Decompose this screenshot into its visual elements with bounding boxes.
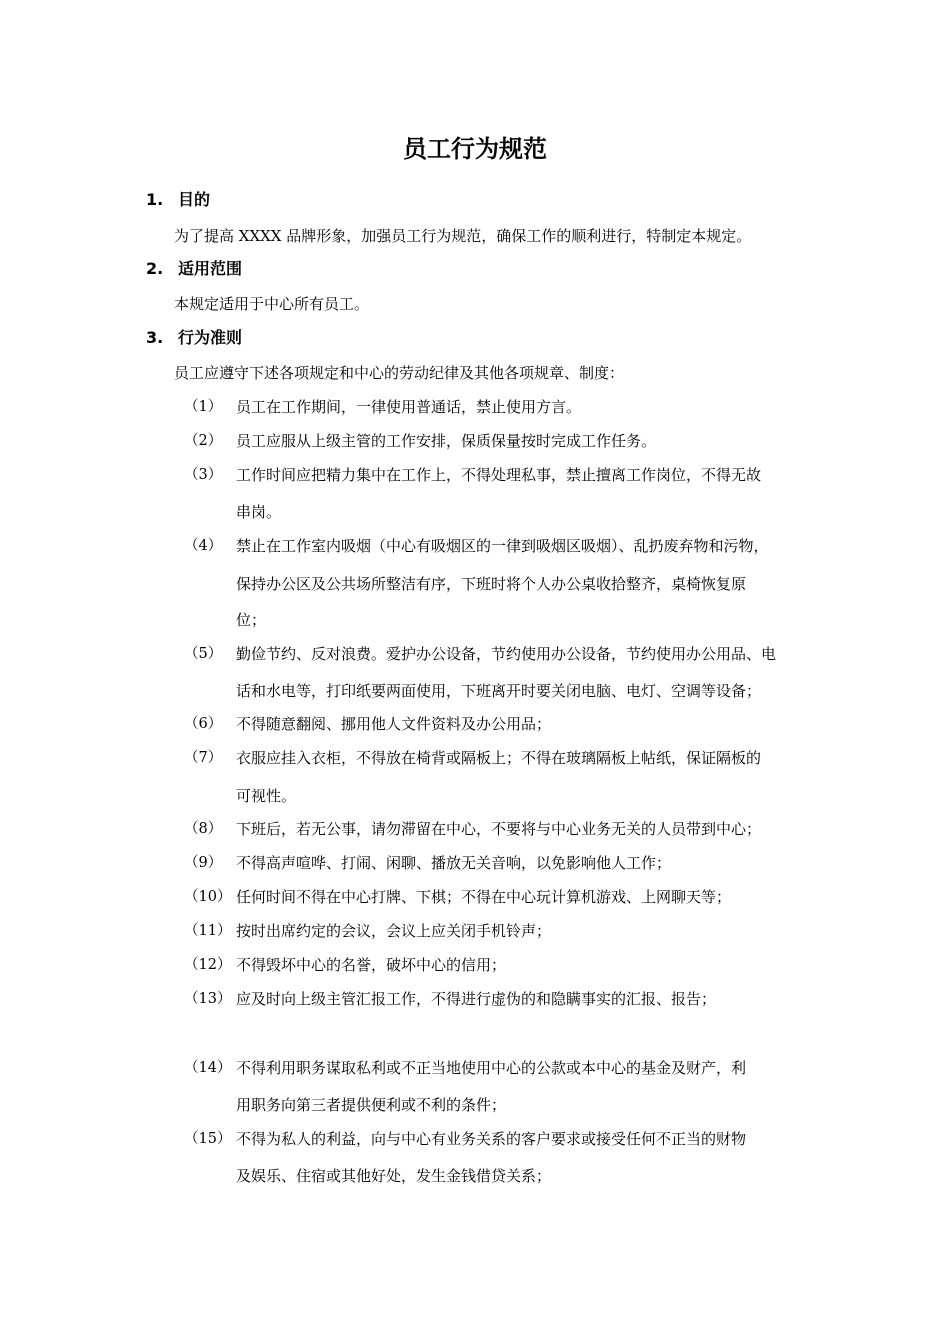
section-number: 2.: [146, 259, 164, 278]
rule-text: 位；: [236, 611, 267, 629]
rule-text: 禁止在工作室内吸烟（中心有吸烟区的一律到吸烟区吸烟）、乱扔废弃物和污物，: [236, 537, 769, 555]
rule-text: 不得毁坏中心的名誉，破坏中心的信用；: [236, 956, 507, 974]
rule-number: （8）: [184, 821, 223, 837]
rule-number: （2）: [184, 433, 223, 449]
rule-text: 不得为私人的利益，向与中心有业务关系的客户要求或接受任何不正当的财物: [236, 1130, 747, 1148]
section-number: 3.: [146, 328, 164, 347]
section-paragraph: 本规定适用于中心所有员工。: [174, 295, 370, 313]
rule-text: 衣服应挂入衣柜，不得放在椅背或隔板上；不得在玻璃隔板上帖纸，保证隔板的: [236, 749, 762, 767]
document-title: 员工行为规范: [403, 135, 547, 163]
section-paragraph: 为了提高 XXXX 品牌形象，加强员工行为规范，确保工作的顺利进行，特制定本规定。: [174, 227, 752, 245]
rule-text: 用职务向第三者提供便利或不利的条件；: [236, 1096, 507, 1114]
rule-text: 可视性。: [236, 787, 297, 805]
rule-text: 员工应服从上级主管的工作安排，保质保量按时完成工作任务。: [236, 432, 657, 450]
rule-text: 话和水电等，打印纸要两面使用，下班离开时要关闭电脑、电灯、空调等设备；: [236, 682, 762, 700]
rule-number: （13）: [184, 991, 232, 1007]
rule-number: （9）: [184, 855, 223, 871]
section-paragraph: 员工应遵守下述各项规定和中心的劳动纪律及其他各项规章、制度：: [174, 364, 625, 382]
rule-text: 工作时间应把精力集中在工作上，不得处理私事，禁止擅离工作岗位，不得无故: [236, 466, 762, 484]
rule-number: （7）: [184, 750, 223, 766]
rule-number: （4）: [184, 538, 223, 554]
rule-number: （5）: [184, 646, 223, 662]
rule-number: （1）: [184, 399, 223, 415]
section-heading-scope: 适用范围: [178, 259, 243, 278]
rule-number: （3）: [184, 467, 223, 483]
rule-number: （12）: [184, 957, 232, 973]
rule-text: 应及时向上级主管汇报工作，不得进行虚伪的和隐瞒事实的汇报、报告；: [236, 990, 717, 1008]
rule-text: 员工在工作期间，一律使用普通话，禁止使用方言。: [236, 398, 582, 416]
rule-text: 串岗。: [236, 503, 282, 521]
rule-number: （10）: [184, 889, 232, 905]
rule-text: 不得利用职务谋取私利或不正当地使用中心的公款或本中心的基金及财产，利: [236, 1059, 747, 1077]
rule-text: 不得随意翻阅、挪用他人文件资料及办公用品；: [236, 715, 552, 733]
rule-text: 勤俭节约、反对浪费。爱护办公设备，节约使用办公设备，节约使用办公用品、电: [236, 645, 777, 663]
rule-text: 下班后，若无公事，请勿滞留在中心，不要将与中心业务无关的人员带到中心；: [236, 820, 762, 838]
rule-text: 及娱乐、住宿或其他好处，发生金钱借贷关系；: [236, 1167, 552, 1185]
rule-text: 保持办公区及公共场所整洁有序，下班时将个人办公桌收拾整齐，桌椅恢复原: [236, 575, 747, 593]
rule-text: 按时出席约定的会议，会议上应关闭手机铃声；: [236, 922, 552, 940]
section-heading-purpose: 目的: [178, 190, 211, 209]
rule-number: （6）: [184, 716, 223, 732]
rule-text: 任何时间不得在中心打牌、下棋；不得在中心玩计算机游戏、上网聊天等；: [236, 888, 732, 906]
rule-text: 不得高声喧哗、打闹、闲聊、播放无关音响，以免影响他人工作；: [236, 854, 672, 872]
rule-number: （11）: [184, 923, 232, 939]
section-heading-conduct: 行为准则: [178, 328, 243, 347]
rule-number: （15）: [184, 1131, 232, 1147]
rule-number: （14）: [184, 1060, 232, 1076]
section-number: 1.: [146, 190, 164, 209]
